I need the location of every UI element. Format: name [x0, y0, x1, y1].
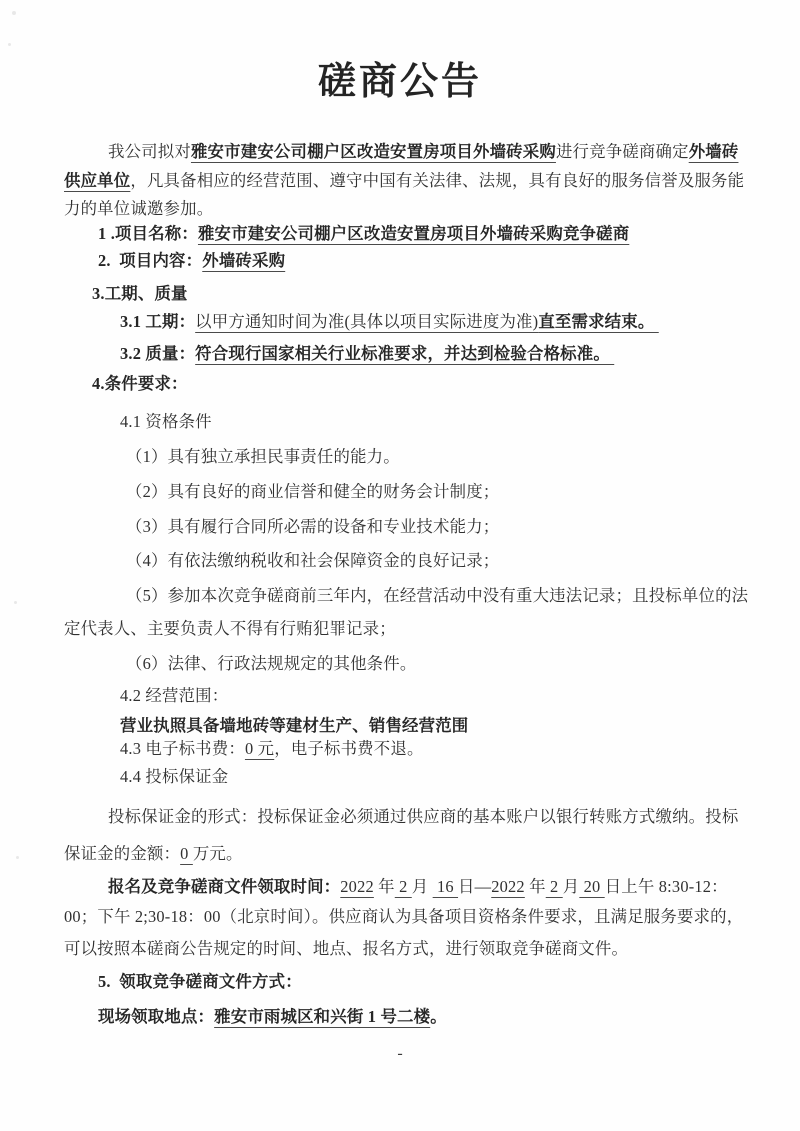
- text-line: [64, 197, 744, 220]
- underlined-text: 以甲方通知时间为准(具体以项目实际进度为准): [195, 312, 539, 331]
- text-segment: 4.2 经营范围：: [120, 686, 229, 705]
- underlined-text: 直至需求结束。: [538, 312, 659, 331]
- text-segment: 3.2 质量：: [120, 344, 196, 363]
- text-line: [64, 515, 744, 538]
- text-segment: 年: [373, 877, 395, 896]
- text-segment: （6）法律、行政法规规定的其他条件。: [126, 654, 417, 673]
- text-line: [64, 372, 744, 395]
- text-line: [64, 970, 744, 993]
- underlined-text: 2: [394, 877, 412, 896]
- text-line: [64, 737, 744, 760]
- text-line: [64, 445, 744, 468]
- text-segment: （5）参加本次竞争磋商前三年内，在经营活动中没有重大违法记录；且投标单位的法: [126, 586, 749, 605]
- underlined-text: 雅安市建安公司棚户区改造安置房项目外墙砖采购: [190, 142, 556, 161]
- text-segment: 4.条件要求：: [92, 374, 188, 393]
- text-line: [64, 169, 744, 192]
- underlined-text: 16: [432, 877, 459, 896]
- text-segment: （1）具有独立承担民事责任的能力。: [126, 447, 400, 466]
- text-line: [64, 684, 744, 707]
- text-segment: 。: [430, 1007, 447, 1026]
- text-segment: （3）具有履行合同所必需的设备和专业技术能力；: [126, 517, 500, 536]
- text-line: [64, 140, 744, 163]
- underlined-text: 外墙砖采购: [202, 251, 286, 270]
- text-line: [64, 584, 749, 607]
- text-segment: 营业执照具备墙地砖等建材生产、销售经营范围: [120, 716, 469, 735]
- text-segment: 投标保证金的形式：投标保证金必须通过供应商的基本账户以银行转账方式缴纳。投标: [108, 807, 739, 826]
- text-line: [64, 480, 744, 503]
- text-line: [64, 842, 744, 865]
- text-segment: 2. 项目内容：: [98, 251, 203, 270]
- text-line: [64, 549, 744, 572]
- scan-speck: [14, 601, 17, 604]
- text-line: [64, 652, 744, 675]
- text-line: [64, 875, 744, 898]
- text-segment: 进行竞争磋商确定: [555, 142, 689, 161]
- text-segment: 保证金的金额：: [64, 844, 181, 863]
- text-segment: 现场领取地点：: [98, 1007, 215, 1026]
- text-segment: 定代表人、主要负责人不得有行贿犯罪记录；: [64, 619, 396, 638]
- underlined-text: 雅安市建安公司棚户区改造安置房项目外墙砖采购竞争磋商: [197, 224, 630, 243]
- text-line: [64, 222, 744, 245]
- page-title: 磋商公告: [317, 61, 482, 103]
- underlined-text: 20: [579, 877, 605, 896]
- scan-speck: [16, 856, 19, 859]
- text-line: [64, 714, 744, 737]
- underlined-text: 0 元: [244, 739, 275, 758]
- text-segment: 4.4 投标保证金: [120, 767, 229, 786]
- underlined-text: 2022: [491, 877, 525, 896]
- text-line: [64, 937, 744, 960]
- text-line: [64, 342, 744, 365]
- text-segment: （4）有依法缴纳税收和社会保障资金的良好记录；: [126, 551, 500, 570]
- text-segment: 5. 领取竞争磋商文件方式：: [98, 972, 302, 991]
- text-segment: 3.1 工期：: [120, 312, 196, 331]
- underlined-text: 雅安市雨城区和兴街 1 号二楼: [214, 1007, 431, 1026]
- text-line: [64, 310, 744, 333]
- text-line: [64, 805, 744, 828]
- text-segment: 4.3 电子标书费：: [120, 739, 245, 758]
- text-segment: （2）具有良好的商业信誉和健全的财务会计制度；: [126, 482, 500, 501]
- text-line: [64, 765, 744, 788]
- text-segment: ，凡具备相应的经营范围、遵守中国有关法律、法规，具有良好的服务信誉及服务能: [130, 171, 745, 190]
- underlined-text: 0: [180, 844, 193, 863]
- text-line: [64, 249, 744, 272]
- text-segment: 4.1 资格条件: [120, 412, 212, 431]
- text-segment: 月: [411, 877, 433, 896]
- text-segment: 年: [524, 877, 546, 896]
- text-segment: ，电子标书费不退。: [274, 739, 424, 758]
- text-segment: 1 .项目名称：: [98, 224, 198, 243]
- text-segment: 我公司拟对: [108, 142, 191, 161]
- underlined-text: 2: [545, 877, 563, 896]
- underlined-text: 2022: [340, 877, 374, 896]
- page-number: -: [397, 1045, 403, 1062]
- text-segment: 日上午 8:30-12：: [604, 877, 728, 896]
- scan-speck: [8, 43, 11, 46]
- underlined-text: 供应单位: [64, 171, 131, 190]
- text-segment: 3.工期、质量: [92, 284, 188, 303]
- text-segment: 力的单位诚邀参加。: [64, 199, 214, 218]
- document-body: [0, 140, 800, 1028]
- text-line: [64, 905, 744, 928]
- text-line: [64, 410, 744, 433]
- text-line: [64, 282, 744, 305]
- text-segment: 报名及竞争磋商文件领取时间：: [108, 877, 341, 896]
- text-segment: 日—: [458, 877, 492, 896]
- text-line: [64, 617, 744, 640]
- scan-speck: [12, 11, 16, 15]
- text-segment: 万元。: [192, 844, 243, 863]
- text-segment: 可以按照本磋商公告规定的时间、地点、报名方式，进行领取竞争磋商文件。: [64, 939, 629, 958]
- text-segment: 00；下午 2;30-18：00（北京时间）。供应商认为具备项目资格条件要求，且满足服务要求的，: [64, 907, 744, 926]
- text-line: [64, 1005, 744, 1028]
- underlined-text: 外墙砖: [688, 142, 739, 161]
- text-segment: 月: [562, 877, 580, 896]
- underlined-text: 符合现行国家相关行业标准要求，并达到检验合格标准。: [195, 344, 615, 363]
